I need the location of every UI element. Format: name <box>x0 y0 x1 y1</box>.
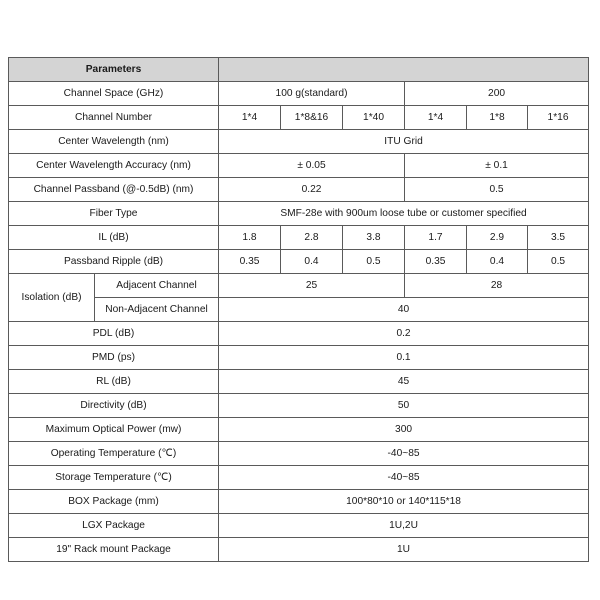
table-row <box>9 442 589 466</box>
value-cell: 2.8 <box>281 226 343 250</box>
value-cell: 1*8&16 <box>281 106 343 130</box>
specification-table-body <box>9 58 589 562</box>
value-cell: 0.5 <box>405 178 589 202</box>
table-row <box>9 106 589 130</box>
value-cell: ITU Grid <box>219 130 589 154</box>
value-cell: -40~85 <box>219 442 589 466</box>
row-label-isolation: Isolation (dB) <box>9 274 95 322</box>
table-row <box>9 418 589 442</box>
table-row <box>9 370 589 394</box>
row-label: Operating Temperature (℃) <box>9 442 219 466</box>
value-cell: 2.9 <box>467 226 528 250</box>
value-cell: 1*4 <box>219 106 281 130</box>
value-cell: 100 g(standard) <box>219 82 405 106</box>
table-row <box>9 274 589 298</box>
specification-table-container <box>8 57 588 562</box>
value-cell: 1.8 <box>219 226 281 250</box>
table-row <box>9 82 589 106</box>
header-cell-parameters: Parameters <box>9 58 219 82</box>
value-cell: 100*80*10 or 140*115*18 <box>219 490 589 514</box>
value-cell: 0.4 <box>281 250 343 274</box>
value-cell: 40 <box>219 298 589 322</box>
value-cell: 300 <box>219 418 589 442</box>
value-cell: 0.5 <box>343 250 405 274</box>
value-cell: 1*40 <box>343 106 405 130</box>
value-cell: 1U <box>219 538 589 562</box>
table-row <box>9 250 589 274</box>
value-cell: 200 <box>405 82 589 106</box>
value-cell: 28 <box>405 274 589 298</box>
value-cell: 0.2 <box>219 322 589 346</box>
row-sublabel: Adjacent Channel <box>95 274 219 298</box>
table-header-row <box>9 58 589 82</box>
value-cell: 1*16 <box>528 106 589 130</box>
value-cell: 25 <box>219 274 405 298</box>
value-cell: 50 <box>219 394 589 418</box>
table-row <box>9 154 589 178</box>
value-cell: -40~85 <box>219 466 589 490</box>
value-cell: 0.1 <box>219 346 589 370</box>
row-label: PMD (ps) <box>9 346 219 370</box>
row-label: IL (dB) <box>9 226 219 250</box>
row-label: BOX Package (mm) <box>9 490 219 514</box>
value-cell: 1*4 <box>405 106 467 130</box>
row-label: PDL (dB) <box>9 322 219 346</box>
value-cell: ± 0.05 <box>219 154 405 178</box>
value-cell: 1*8 <box>467 106 528 130</box>
value-cell: 1.7 <box>405 226 467 250</box>
row-label: 19" Rack mount Package <box>9 538 219 562</box>
row-label: Center Wavelength Accuracy (nm) <box>9 154 219 178</box>
table-row <box>9 466 589 490</box>
row-label: Channel Space (GHz) <box>9 82 219 106</box>
row-label: Channel Passband (@-0.5dB) (nm) <box>9 178 219 202</box>
row-label: Fiber Type <box>9 202 219 226</box>
value-cell: 0.4 <box>467 250 528 274</box>
specification-table <box>8 57 589 562</box>
value-cell: 0.35 <box>219 250 281 274</box>
table-row <box>9 322 589 346</box>
row-label: LGX Package <box>9 514 219 538</box>
row-label: Channel Number <box>9 106 219 130</box>
value-cell: 0.22 <box>219 178 405 202</box>
table-row <box>9 130 589 154</box>
value-cell: 0.5 <box>528 250 589 274</box>
value-cell: 45 <box>219 370 589 394</box>
value-cell: 3.8 <box>343 226 405 250</box>
header-cell-values <box>219 58 589 82</box>
table-row <box>9 346 589 370</box>
table-row <box>9 202 589 226</box>
table-row <box>9 514 589 538</box>
table-row <box>9 226 589 250</box>
value-cell: 3.5 <box>528 226 589 250</box>
table-row <box>9 538 589 562</box>
row-sublabel: Non-Adjacent Channel <box>95 298 219 322</box>
row-label: RL (dB) <box>9 370 219 394</box>
table-row <box>9 178 589 202</box>
row-label: Maximum Optical Power (mw) <box>9 418 219 442</box>
value-cell: ± 0.1 <box>405 154 589 178</box>
table-row <box>9 490 589 514</box>
row-label: Storage Temperature (℃) <box>9 466 219 490</box>
value-cell: 1U,2U <box>219 514 589 538</box>
value-cell: 0.35 <box>405 250 467 274</box>
table-row <box>9 298 589 322</box>
value-cell: SMF-28e with 900um loose tube or customer specified <box>219 202 589 226</box>
row-label: Passband Ripple (dB) <box>9 250 219 274</box>
row-label: Center Wavelength (nm) <box>9 130 219 154</box>
table-row <box>9 394 589 418</box>
row-label: Directivity (dB) <box>9 394 219 418</box>
